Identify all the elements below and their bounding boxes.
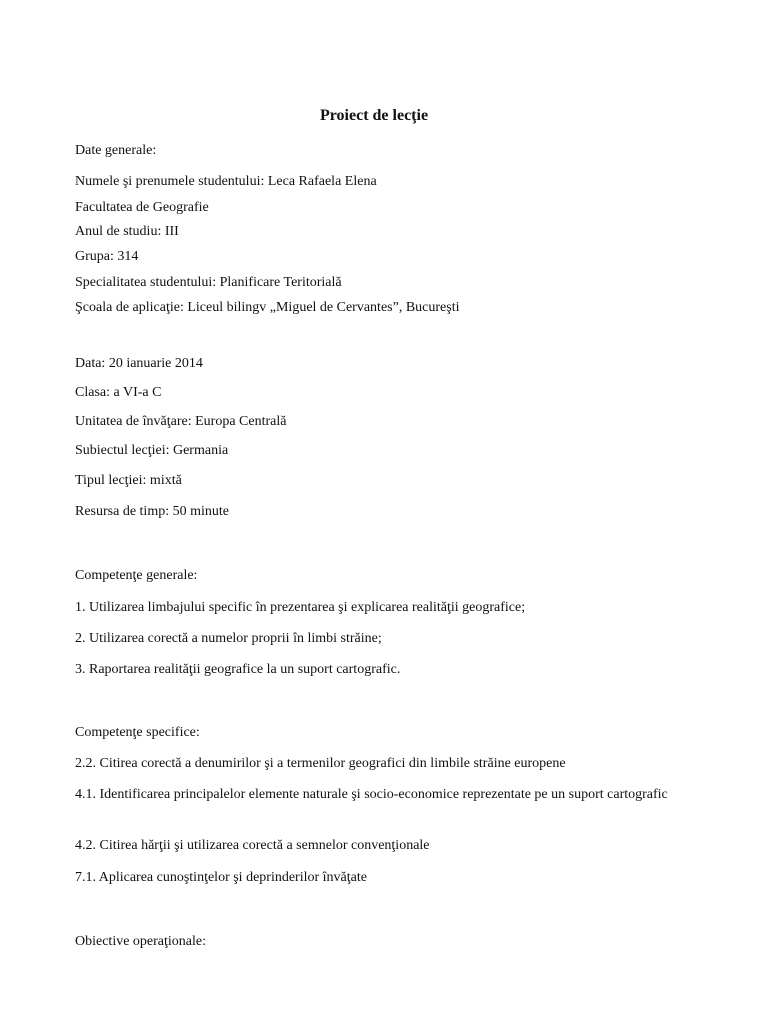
specialization: Specialitatea studentului: Planificare Teritorială bbox=[75, 275, 342, 290]
document-title: Proiect de lecţie bbox=[319, 107, 429, 124]
specific-competence-item: 4.1. Identificarea principalelor elemente naturale şi socio-economice reprezentate pe un suport cartografic bbox=[75, 787, 668, 802]
lesson-date: Data: 20 ianuarie 2014 bbox=[75, 356, 203, 371]
application-school: Şcoala de aplicaţie: Liceul bilingv „Miguel de Cervantes”, Bucureşti bbox=[75, 300, 460, 315]
lesson-subject: Subiectul lecţiei: Germania bbox=[75, 443, 229, 458]
general-competence-item: 1. Utilizarea limbajului specific în prezentarea şi explicarea realităţii geografice; bbox=[75, 600, 526, 615]
specific-competence-item: 7.1. Aplicarea cunoştinţelor şi deprinderilor învăţate bbox=[75, 870, 367, 885]
group: Grupa: 314 bbox=[75, 249, 139, 264]
general-competence-item: 3. Raportarea realităţii geografice la un suport cartografic. bbox=[75, 662, 401, 677]
learning-unit: Unitatea de învăţare: Europa Centrală bbox=[75, 414, 287, 429]
study-year: Anul de studiu: III bbox=[75, 224, 179, 239]
lesson-class: Clasa: a VI-a C bbox=[75, 385, 162, 400]
faculty: Facultatea de Geografie bbox=[75, 200, 209, 215]
general-competences-heading: Competenţe generale: bbox=[75, 568, 198, 583]
general-heading: Date generale: bbox=[75, 143, 157, 158]
objectives-heading: Obiective operaţionale: bbox=[75, 934, 206, 949]
general-competence-item: 2. Utilizarea corectă a numelor proprii în limbi străine; bbox=[75, 631, 382, 646]
student-name: Numele şi prenumele studentului: Leca Rafaela Elena bbox=[75, 174, 377, 189]
time-resource: Resursa de timp: 50 minute bbox=[75, 504, 229, 519]
specific-competence-item: 4.2. Citirea hărţii şi utilizarea corectă a semnelor convenţionale bbox=[75, 838, 430, 853]
specific-competence-item: 2.2. Citirea corectă a denumirilor şi a termenilor geografici din limbile străine europene bbox=[75, 756, 566, 771]
specific-competences-heading: Competenţe specifice: bbox=[75, 725, 200, 740]
lesson-type: Tipul lecţiei: mixtă bbox=[75, 473, 182, 488]
